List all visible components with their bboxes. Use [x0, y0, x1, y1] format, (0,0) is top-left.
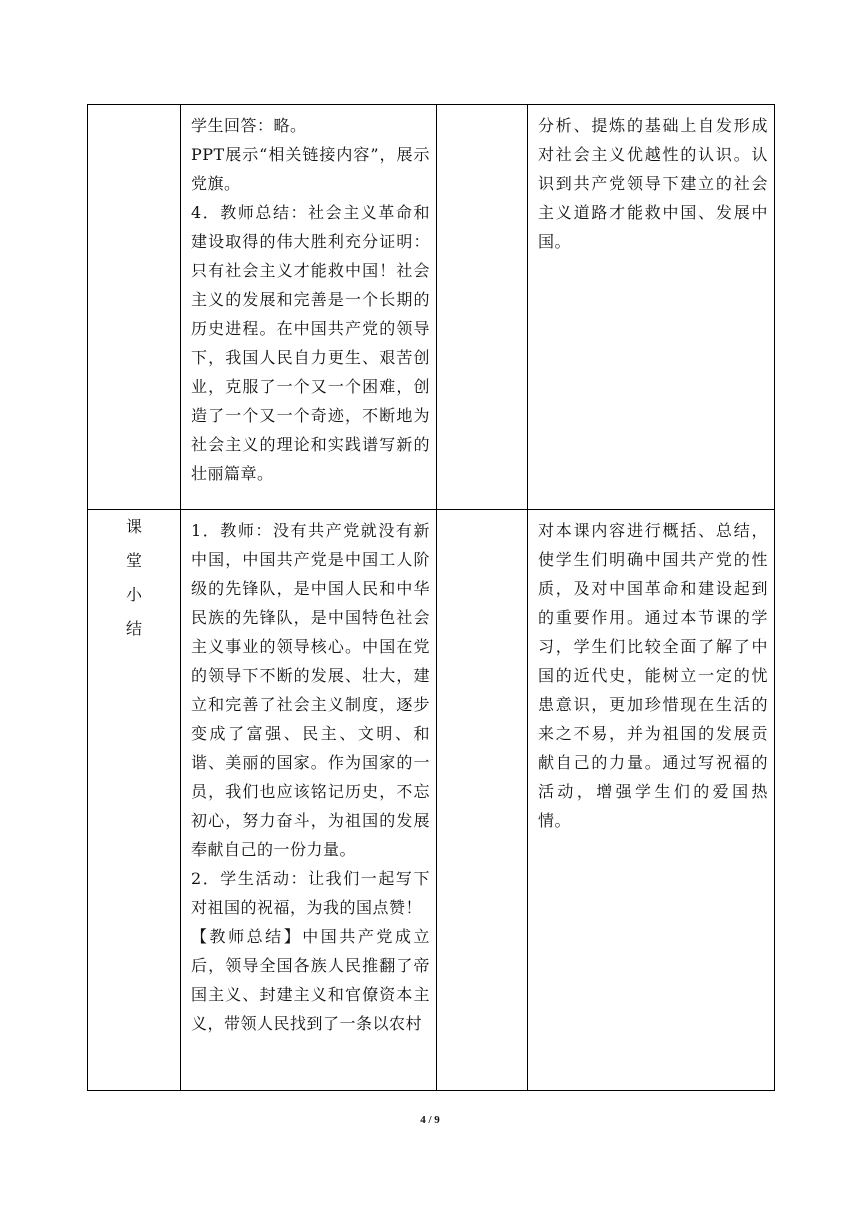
activity-paragraph: PPT展示“相关链接内容”，展示党旗。 [191, 145, 430, 193]
lesson-plan-table [87, 104, 775, 1091]
page-number: 4 / 9 [420, 1114, 440, 1126]
intent-text: 分析、提炼的基础上自发形成对社会主义优越性的认识。认识到共产党领导下建立的社会主义道路才能救中国、发展中国。 [538, 116, 768, 251]
activity-paragraph: 【教师总结】中国共产党成立后，领导全国各族人民推翻了帝国主义、封建主义和官僚资本主义，带领人民找到了一条以农村 [191, 927, 430, 1033]
intent-text: 对本课内容进行概括、总结，使学生们明确中国共产党的性质，及对中国革命和建设起到的重要作用。通过本节课的学习，学生们比较全面了解了中国的近代史，能树立一定的忧患意识，更加珍惜现在生活的来之不易，并为祖国的发展贡献自己的力量。通过写祝福的活动，增强学生们的爱国热情。 [538, 521, 768, 830]
table-row [88, 510, 775, 1091]
stage-cell [88, 105, 181, 510]
student-text [437, 105, 527, 111]
activity-paragraph: 1．教师：没有共产党就没有新中国，中国共产党是中国工人阶级的先锋队，是中国人民和中华民族的先锋队，是中国特色社会主义事业的领导核心。中国在党的领导下不断的发展、壮大，建立和完善了社会主义制度，逐步变成了富强、民主、文明、和谐、美丽的国家。作为国家的一员，我们也应该铭记历史，不忘初心，努力奋斗，为祖国的发展奉献自己的一份力量。 [191, 521, 430, 859]
student-text [437, 510, 527, 516]
intent-cell [528, 105, 775, 510]
stage-cell [88, 510, 181, 1091]
activity-paragraph: 学生回答：略。 [191, 116, 307, 135]
student-cell [437, 105, 528, 510]
intent-cell [528, 510, 775, 1091]
stage-label: 课 堂 小 结 [125, 517, 142, 638]
activity-cell [181, 510, 437, 1091]
table-row [88, 105, 775, 510]
activity-cell [181, 105, 437, 510]
activity-paragraph: 2．学生活动：让我们一起写下对祖国的祝福，为我的国点赞！ [191, 869, 430, 917]
student-cell [437, 510, 528, 1091]
activity-paragraph: 4．教师总结：社会主义革命和建设取得的伟大胜利充分证明：只有社会主义才能救中国！社会主义的发展和完善是一个长期的历史进程。在中国共产党的领导下，我国人民自力更生、艰苦创业，克服了一个又一个困难，创造了一个又一个奇迹，不断地为社会主义的理论和实践谱写新的壮丽篇章。 [191, 203, 430, 483]
